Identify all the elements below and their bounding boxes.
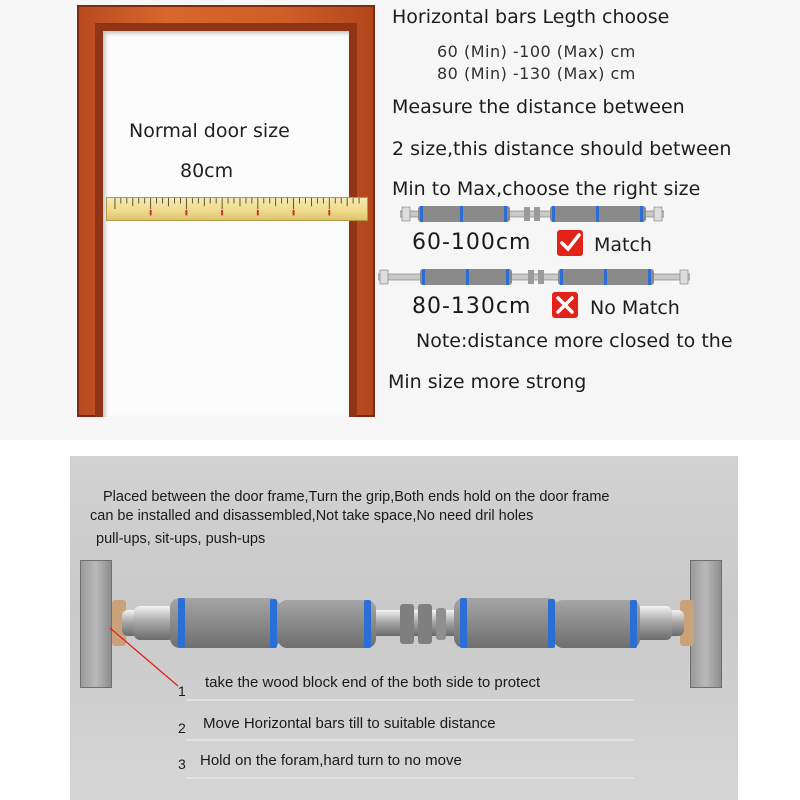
step-3-number: 3 xyxy=(178,756,186,772)
step-2-number: 2 xyxy=(178,720,186,736)
option-2-size: 80-130cm xyxy=(412,294,532,319)
range-option-2: 80 (Min) -130 (Max) cm xyxy=(437,64,636,83)
measure-instruction-2: 2 size,this distance should between xyxy=(392,138,732,160)
measure-instruction-3: Min to Max,choose the right size xyxy=(392,178,701,200)
step-3-text: Hold on the foram,hard turn to no move xyxy=(200,752,462,769)
note-line-2: Min size more strong xyxy=(388,371,587,393)
door-size-label: Normal door size xyxy=(129,120,290,142)
note-line-1: Note:distance more closed to the xyxy=(416,330,733,352)
step-1-text: take the wood block end of the both side to protect xyxy=(205,674,541,691)
option-1-status: Match xyxy=(594,234,652,256)
length-choose-title: Horizontal bars Legth choose xyxy=(392,6,670,28)
install-description-3: pull-ups, sit-ups, push-ups xyxy=(96,531,266,547)
range-option-1: 60 (Min) -100 (Max) cm xyxy=(437,42,636,61)
door-size-value: 80cm xyxy=(180,160,234,182)
measure-instruction-1: Measure the distance between xyxy=(392,96,685,118)
option-1-size: 60-100cm xyxy=(412,230,532,255)
step-2-text: Move Horizontal bars till to suitable distance xyxy=(203,715,496,732)
step-1-number: 1 xyxy=(178,683,186,699)
option-2-status: No Match xyxy=(590,297,680,319)
install-description-2: can be installed and disassembled,Not take space,No need dril holes xyxy=(90,508,534,524)
install-description-1: Placed between the door frame,Turn the grip,Both ends hold on the door frame xyxy=(103,489,610,505)
